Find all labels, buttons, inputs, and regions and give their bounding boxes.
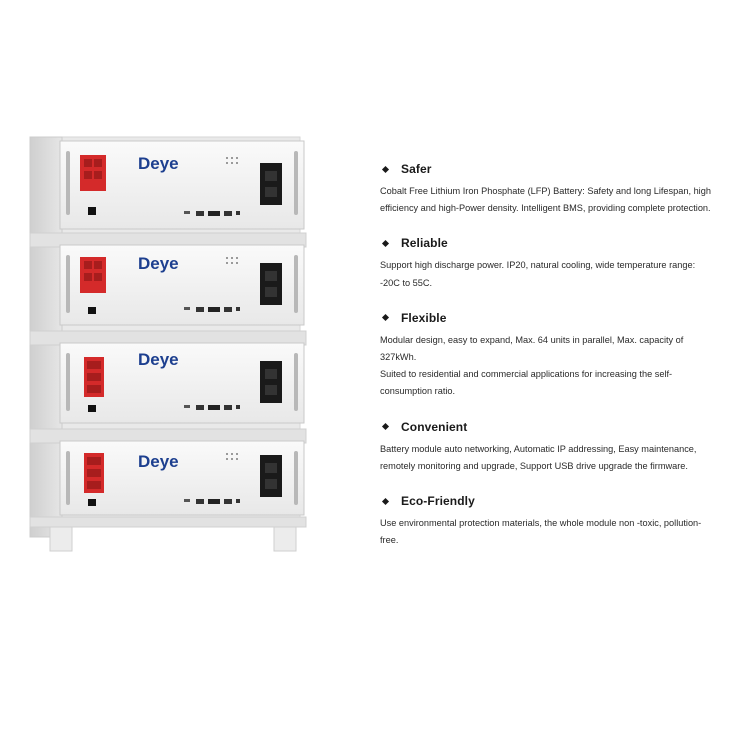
battery-module-3: [60, 343, 304, 423]
diamond-bullet-icon: [382, 423, 389, 430]
feature-paragraph: Cobalt Free Lithium Iron Phosphate (LFP) Battery: Safety and long Lifespan, high efficiency and high-Power density. Intelligent BMS, providing complete protection.: [380, 186, 711, 214]
diamond-bullet-icon: [382, 497, 389, 504]
battery-module-4: [60, 441, 304, 515]
red-terminal-icon: [84, 357, 104, 397]
feature-eco-friendly: [380, 494, 712, 549]
diamond-bullet-icon: [382, 165, 389, 172]
feature-header: [380, 420, 712, 434]
feature-header: [380, 494, 712, 508]
feature-description: [380, 515, 712, 549]
red-terminal-icon: [84, 453, 104, 493]
brand-logo: Deye: [138, 254, 179, 273]
diamond-bullet-icon: [382, 314, 389, 321]
feature-safer: [380, 162, 712, 217]
feature-description: [380, 183, 712, 217]
brand-logo: Deye: [138, 452, 179, 471]
red-terminal-icon: [80, 257, 106, 293]
black-connector-icon: [260, 263, 282, 305]
feature-paragraph: Battery module auto networking, Automatic IP addressing, Easy maintenance, remotely monitoring and upgrade, Support USB drive upgrade the firmware.: [380, 443, 697, 471]
feature-reliable: [380, 236, 712, 291]
battery-module-1: [60, 141, 304, 229]
feature-paragraph: Use environmental protection materials, the whole module non -toxic, pollution-free.: [380, 518, 702, 546]
black-connector-icon: [260, 455, 282, 497]
brand-logo: Deye: [138, 154, 179, 173]
feature-paragraph: Suited to residential and commercial applications for increasing the self-consumption ratio.: [380, 369, 673, 397]
feature-header: [380, 162, 712, 176]
black-connector-icon: [260, 163, 282, 205]
brand-logo: Deye: [138, 350, 179, 369]
feature-description: [380, 257, 712, 291]
black-connector-icon: [260, 361, 282, 403]
battery-rack-illustration: [28, 135, 313, 555]
feature-header: [380, 311, 712, 325]
diamond-bullet-icon: [382, 240, 389, 247]
feature-header: [380, 236, 712, 250]
feature-flexible: [380, 311, 712, 401]
feature-description: [380, 441, 712, 475]
feature-title: Flexible: [401, 310, 447, 325]
feature-description: [380, 332, 712, 401]
red-terminal-icon: [80, 155, 106, 191]
feature-paragraph: Support high discharge power. IP20, natural cooling, wide temperature range: -20C to 55C.: [380, 260, 696, 288]
feature-convenient: [380, 420, 712, 475]
feature-title: Eco-Friendly: [401, 494, 475, 509]
feature-list: [380, 162, 712, 568]
feature-title: Safer: [401, 162, 432, 176]
feature-title: Reliable: [401, 236, 448, 251]
battery-module-2: [60, 245, 304, 325]
feature-paragraph: Modular design, easy to expand, Max. 64 units in parallel, Max. capacity of 327kWh.: [380, 334, 684, 363]
feature-title: Convenient: [401, 419, 468, 434]
